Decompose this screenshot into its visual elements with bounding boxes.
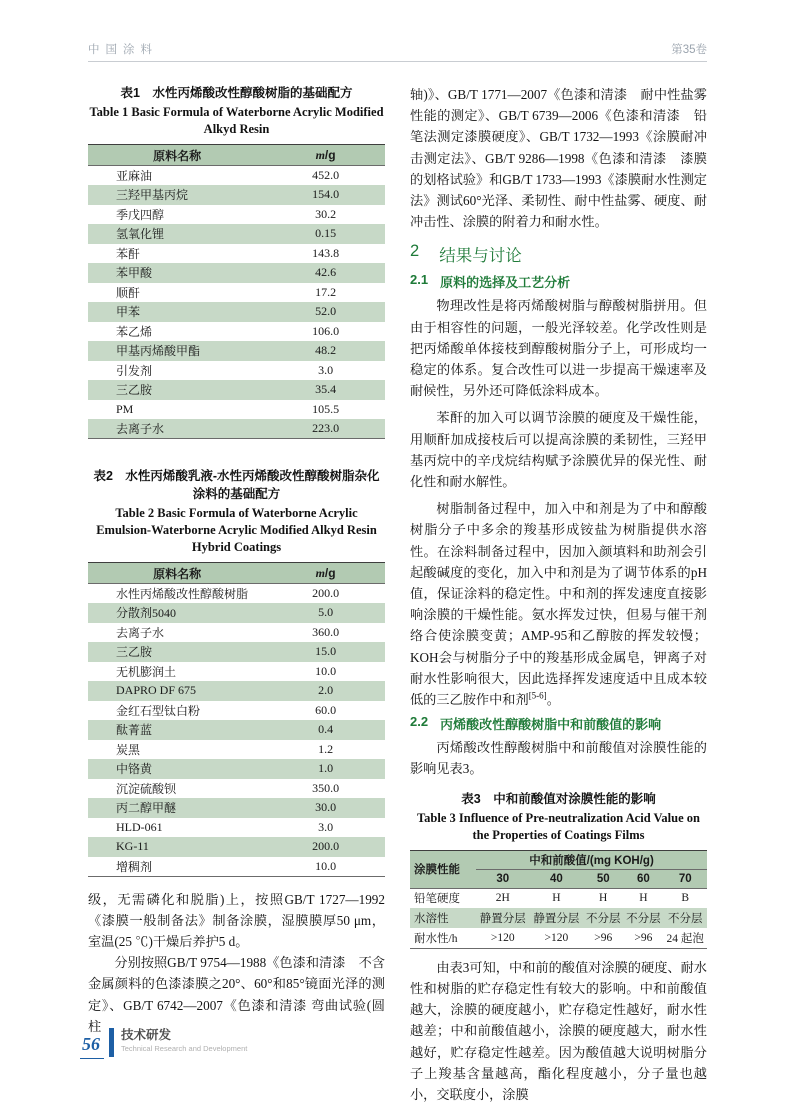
table-cell: H — [599, 892, 608, 905]
table-cell: 去离子水 — [88, 419, 266, 439]
table1 — [88, 144, 385, 439]
table2-caption-en: Table 2 Basic Formula of Waterborne Acrylic Emulsion-Waterborne Acrylic Modified Alkyd Resin Hybrid Coatings — [96, 506, 377, 554]
table-cell: DAPRO DF 675 — [88, 681, 266, 701]
table-cell: 甲基丙烯酸甲酯 — [88, 341, 266, 361]
table1-header-row — [88, 145, 385, 166]
subsection-heading-materials — [410, 272, 707, 291]
table2-body — [88, 584, 385, 877]
table-row — [410, 908, 707, 928]
footer-divider-bar — [109, 1028, 114, 1057]
page-number: 56 — [80, 1032, 104, 1059]
table3-row-header: 涂膜性能 — [410, 850, 476, 888]
table-row — [88, 603, 385, 623]
paragraph-standards-continued: 轴)》、GB/T 1771—2007《色漆和清漆 耐中性盐雾性能的测定》、GB/T 6739—2006《色漆和清漆 铅笔法测定漆膜硬度》、GB/T 1732—1993《涂膜耐冲击测定法》、GB/T 9286—1998《色漆和清漆 漆膜的划格试验》和GB/T 1733—1993《漆膜耐水性测定法》测试60°光泽、柔韧性、耐中性盐雾、硬度、耐冲击性、涂膜的附着力和耐水性。 — [410, 87, 707, 230]
table-cell: 三羟甲基丙烷 — [88, 185, 266, 205]
table-cell: KG-11 — [88, 837, 266, 857]
table-row — [410, 888, 707, 908]
table-cell: >96 — [594, 931, 613, 944]
table-cell: 143.8 — [312, 245, 340, 260]
table-cell: 1.0 — [266, 759, 385, 779]
unit-per-g: /g — [324, 147, 336, 162]
table-cell: 去离子水 — [116, 625, 165, 640]
table-row — [88, 244, 385, 264]
table-cell: 3.0 — [318, 362, 334, 377]
table-row — [88, 263, 385, 283]
footer-section — [121, 1028, 247, 1054]
table-cell: 30.2 — [315, 206, 337, 221]
citation-ref: [5-6] — [528, 690, 547, 701]
table-cell: >120 — [490, 931, 515, 944]
table-cell: PM — [116, 401, 134, 416]
table-cell: 丙二醇甲醚 — [88, 798, 266, 818]
table-cell: 2H — [495, 892, 510, 905]
section-number: 2 — [410, 242, 420, 261]
table1-header-name: 原料名称 — [88, 145, 266, 166]
paragraph-test-standards: 分别按照GB/T 9754—1988《色漆和清漆 不含金属颜料的色漆漆膜之20°、60°和85°镜面光泽的测定》、GB/T 6742—2007《色漆和清漆 弯曲试验(圆柱 — [88, 955, 385, 1034]
table-cell: 24 起泡 — [666, 932, 704, 945]
table-row — [88, 779, 385, 799]
table2-header-name: 原料名称 — [88, 563, 266, 584]
paragraph-neutralizer-text: 树脂制备过程中，加入中和剂是为了中和醇酸树脂分子中多余的羧基形成铵盐为树脂提供水溶性。在涂料制备过程中，因加入颜填料和助剂会引起酸碱度的变化，加入中和剂是为了调节体系的pH值，保证涂料的稳定性。中和剂的挥发速度直接影响涂膜的干燥性能。氨水挥发过快，但易与催干剂络合使涂膜变黄；AMP-95和乙醇胺的挥发较慢；KOH会与树脂分子中的羧基形成金属皂，钾离子对耐水性影响很大，因此选择挥发速度适中且成本较低的三乙胺作中和剂 — [410, 501, 707, 708]
table-cell: 增稠剂 — [116, 859, 153, 874]
table-cell: 15.0 — [266, 642, 385, 662]
acid-value-col: 70 — [663, 869, 707, 888]
table-cell: 引发剂 — [116, 363, 153, 378]
volume-label: 第35卷 — [671, 44, 707, 56]
paragraph-neutralizer-tail: 。 — [546, 692, 560, 708]
table-cell: 360.0 — [312, 624, 340, 639]
table-row — [88, 283, 385, 303]
table-cell: 1.2 — [318, 741, 334, 756]
table-cell: 0.4 — [266, 720, 385, 740]
spacer — [410, 949, 707, 957]
table-row — [88, 205, 385, 225]
subsection-number: 2.1 — [410, 272, 429, 288]
table-cell: 苯乙烯 — [116, 324, 153, 339]
table-row — [88, 720, 385, 740]
table-row — [88, 380, 385, 400]
table-cell: H — [552, 892, 561, 905]
table-cell: 30.0 — [266, 798, 385, 818]
paragraph-conclusion: 由表3可知，中和前的酸值对涂膜的硬度、耐水性和树脂的贮存稳定性有较大的影响。中和前酸值越大，涂膜的硬度越小，贮存稳定性越好，耐水性越差；中和前酸值越小，涂膜的硬度越大，耐水性越好，贮存稳定性越差。因为酸值越大说明树脂分子上羧基含量越高，酯化程度越小，分子量也越小，交联度小，涂膜 — [410, 959, 707, 1102]
table-cell: 154.0 — [266, 185, 385, 205]
table-cell: 金红石型钛白粉 — [116, 703, 201, 718]
table2-header-unit — [266, 563, 385, 584]
table2-caption-zh: 表2 水性丙烯酸乳液-水性丙烯酸改性醇酸树脂杂化涂料的基础配方 — [93, 469, 380, 501]
subsection-title: 原料的选择及工艺分析 — [440, 275, 571, 291]
footer-section-zh: 技术研发 — [121, 1028, 172, 1042]
table2-header-row — [88, 563, 385, 584]
table-cell: 不分层 — [583, 908, 623, 928]
unit-m: m — [315, 565, 325, 580]
acid-value-col: 40 — [530, 869, 584, 888]
table-cell: B — [681, 892, 690, 905]
table-row — [88, 662, 385, 682]
table-cell: 0.15 — [266, 224, 385, 244]
table-cell: 105.5 — [312, 401, 340, 416]
table-cell: 452.0 — [312, 168, 340, 182]
table-row — [88, 341, 385, 361]
table-cell: 200.0 — [312, 586, 340, 600]
acid-value-col: 50 — [583, 869, 623, 888]
table-row — [88, 224, 385, 244]
table-row — [88, 857, 385, 877]
paragraph-neutralizer — [410, 498, 707, 710]
table-cell: H — [639, 892, 648, 905]
acid-value-col: 60 — [623, 869, 663, 888]
table-row — [88, 419, 385, 439]
table-cell: 中铬黄 — [88, 759, 266, 779]
table-cell: 苯酐 — [116, 246, 141, 261]
table-row — [88, 837, 385, 857]
table3-caption-en: Table 3 Influence of Pre-neutralization Acid Value on the Properties of Coatings Films — [416, 810, 700, 842]
table-cell: 耐水性/h — [414, 932, 458, 945]
journal-title: 中国涂料 — [88, 44, 158, 56]
table-row — [88, 642, 385, 662]
table-cell: 200.0 — [266, 837, 385, 857]
table-row — [88, 818, 385, 838]
table-cell: 48.2 — [266, 341, 385, 361]
table-cell: 350.0 — [312, 780, 340, 795]
unit-per-g: /g — [324, 565, 336, 580]
table-cell: 氢氧化锂 — [88, 224, 266, 244]
page-footer — [80, 1028, 247, 1059]
table-row — [88, 681, 385, 701]
table-row — [410, 928, 707, 948]
subsection-title: 丙烯酸改性醇酸树脂中和前酸值的影响 — [440, 717, 662, 733]
table1-body — [88, 166, 385, 439]
table-cell: HLD-061 — [116, 819, 163, 834]
table-cell: 铅笔硬度 — [414, 893, 460, 906]
running-head — [88, 40, 707, 62]
table3-body — [410, 888, 707, 948]
table-cell: 10.0 — [315, 663, 337, 678]
section-title: 结果与讨论 — [439, 247, 522, 266]
table-cell: 17.2 — [315, 284, 337, 299]
table-cell: 苯甲酸 — [88, 263, 266, 283]
subsection-heading-acid-value — [410, 714, 707, 733]
spacer — [88, 877, 385, 889]
table-row — [88, 400, 385, 420]
table-cell: 亚麻油 — [116, 169, 153, 183]
table1-header-unit — [266, 145, 385, 166]
table-row — [88, 185, 385, 205]
table-cell: 223.0 — [266, 419, 385, 439]
unit-m: m — [315, 147, 325, 162]
acid-value-col: 30 — [476, 869, 530, 888]
spacer — [410, 780, 707, 790]
table-cell: 三乙胺 — [88, 642, 266, 662]
table-row — [88, 759, 385, 779]
table-cell: 甲苯 — [88, 302, 266, 322]
table-row — [88, 701, 385, 721]
table-cell: 静置分层 — [530, 908, 584, 928]
paragraph-table3-intro: 丙烯酸改性醇酸树脂中和前酸值对涂膜性能的影响见表3。 — [410, 740, 707, 777]
subsection-number: 2.2 — [410, 714, 429, 730]
table-cell: >120 — [544, 931, 569, 944]
table-cell: 分散剂5040 — [88, 603, 266, 623]
table-cell: 季戊四醇 — [116, 207, 165, 222]
table-cell: 水性丙烯酸改性醇酸树脂 — [116, 587, 249, 601]
table-row — [88, 584, 385, 604]
table-row — [88, 623, 385, 643]
spacer — [88, 439, 385, 467]
table-cell: 60.0 — [315, 702, 337, 717]
table3-group-header: 中和前酸值/(mg KOH/g) — [476, 850, 707, 869]
table-cell: 水溶性 — [410, 908, 476, 928]
footer-section-en: Technical Research and Development — [121, 1044, 248, 1053]
table-cell: 炭黑 — [116, 742, 141, 757]
left-column — [88, 84, 385, 1037]
table3-header-row-1 — [410, 850, 707, 869]
right-column — [410, 84, 707, 1105]
table-cell: 3.0 — [318, 819, 334, 834]
table-cell: 5.0 — [266, 603, 385, 623]
section-heading-results — [410, 242, 707, 266]
table-cell: 酞菁蓝 — [88, 720, 266, 740]
table-cell: 三乙胺 — [88, 380, 266, 400]
table-row — [88, 322, 385, 342]
table-cell: >96 — [634, 931, 653, 944]
table-row — [88, 166, 385, 186]
table-cell: 沉淀硫酸钡 — [116, 781, 177, 796]
table-cell: 不分层 — [623, 908, 663, 928]
table-cell: 42.6 — [266, 263, 385, 283]
table1-caption-en: Table 1 Basic Formula of Waterborne Acrylic Modified Alkyd Resin — [89, 105, 384, 136]
table-cell: 106.0 — [312, 323, 340, 338]
table3 — [410, 850, 707, 949]
table-cell: 静置分层 — [476, 908, 530, 928]
table-row — [88, 740, 385, 760]
table-cell: 无机膨润土 — [116, 664, 177, 679]
table-cell: 35.4 — [266, 380, 385, 400]
table-cell: 10.0 — [315, 858, 337, 873]
paragraph-film-preparation: 级，无需磷化和脱脂)上，按照GB/T 1727—1992《漆膜一般制备法》制备涂膜，湿膜膜厚50 μm，室温(25 ℃)干燥后养护5 d。 — [88, 891, 385, 949]
table-cell: 52.0 — [266, 302, 385, 322]
table-cell: 不分层 — [663, 908, 707, 928]
table-row — [88, 361, 385, 381]
table1-caption-zh: 表1 水性丙烯酸改性醇酸树脂的基础配方 — [120, 86, 353, 100]
table-row — [88, 302, 385, 322]
table-row — [88, 798, 385, 818]
paragraph-anhydride: 苯酐的加入可以调节涂膜的硬度及干燥性能，用顺酐加成接枝后可以提高涂膜的柔韧性，三羟甲基丙烷中的辛戊烷结构赋予涂膜优异的保光性、耐化性和耐水解性。 — [410, 410, 707, 490]
table-cell: 顺酐 — [116, 285, 141, 300]
table2 — [88, 562, 385, 877]
table3-caption-zh: 表3 中和前酸值对涂膜性能的影响 — [461, 791, 656, 806]
table-cell: 2.0 — [266, 681, 385, 701]
paragraph-modification: 物理改性是将丙烯酸树脂与醇酸树脂拼用。但由于相容性的问题，一般光泽较差。化学改性则是把丙烯酸单体接枝到醇酸树脂分子上，可形成均一稳定的体系。复合改性可以进一步提高干燥速率及耐候性，另外还可降低涂料成本。 — [410, 298, 707, 399]
